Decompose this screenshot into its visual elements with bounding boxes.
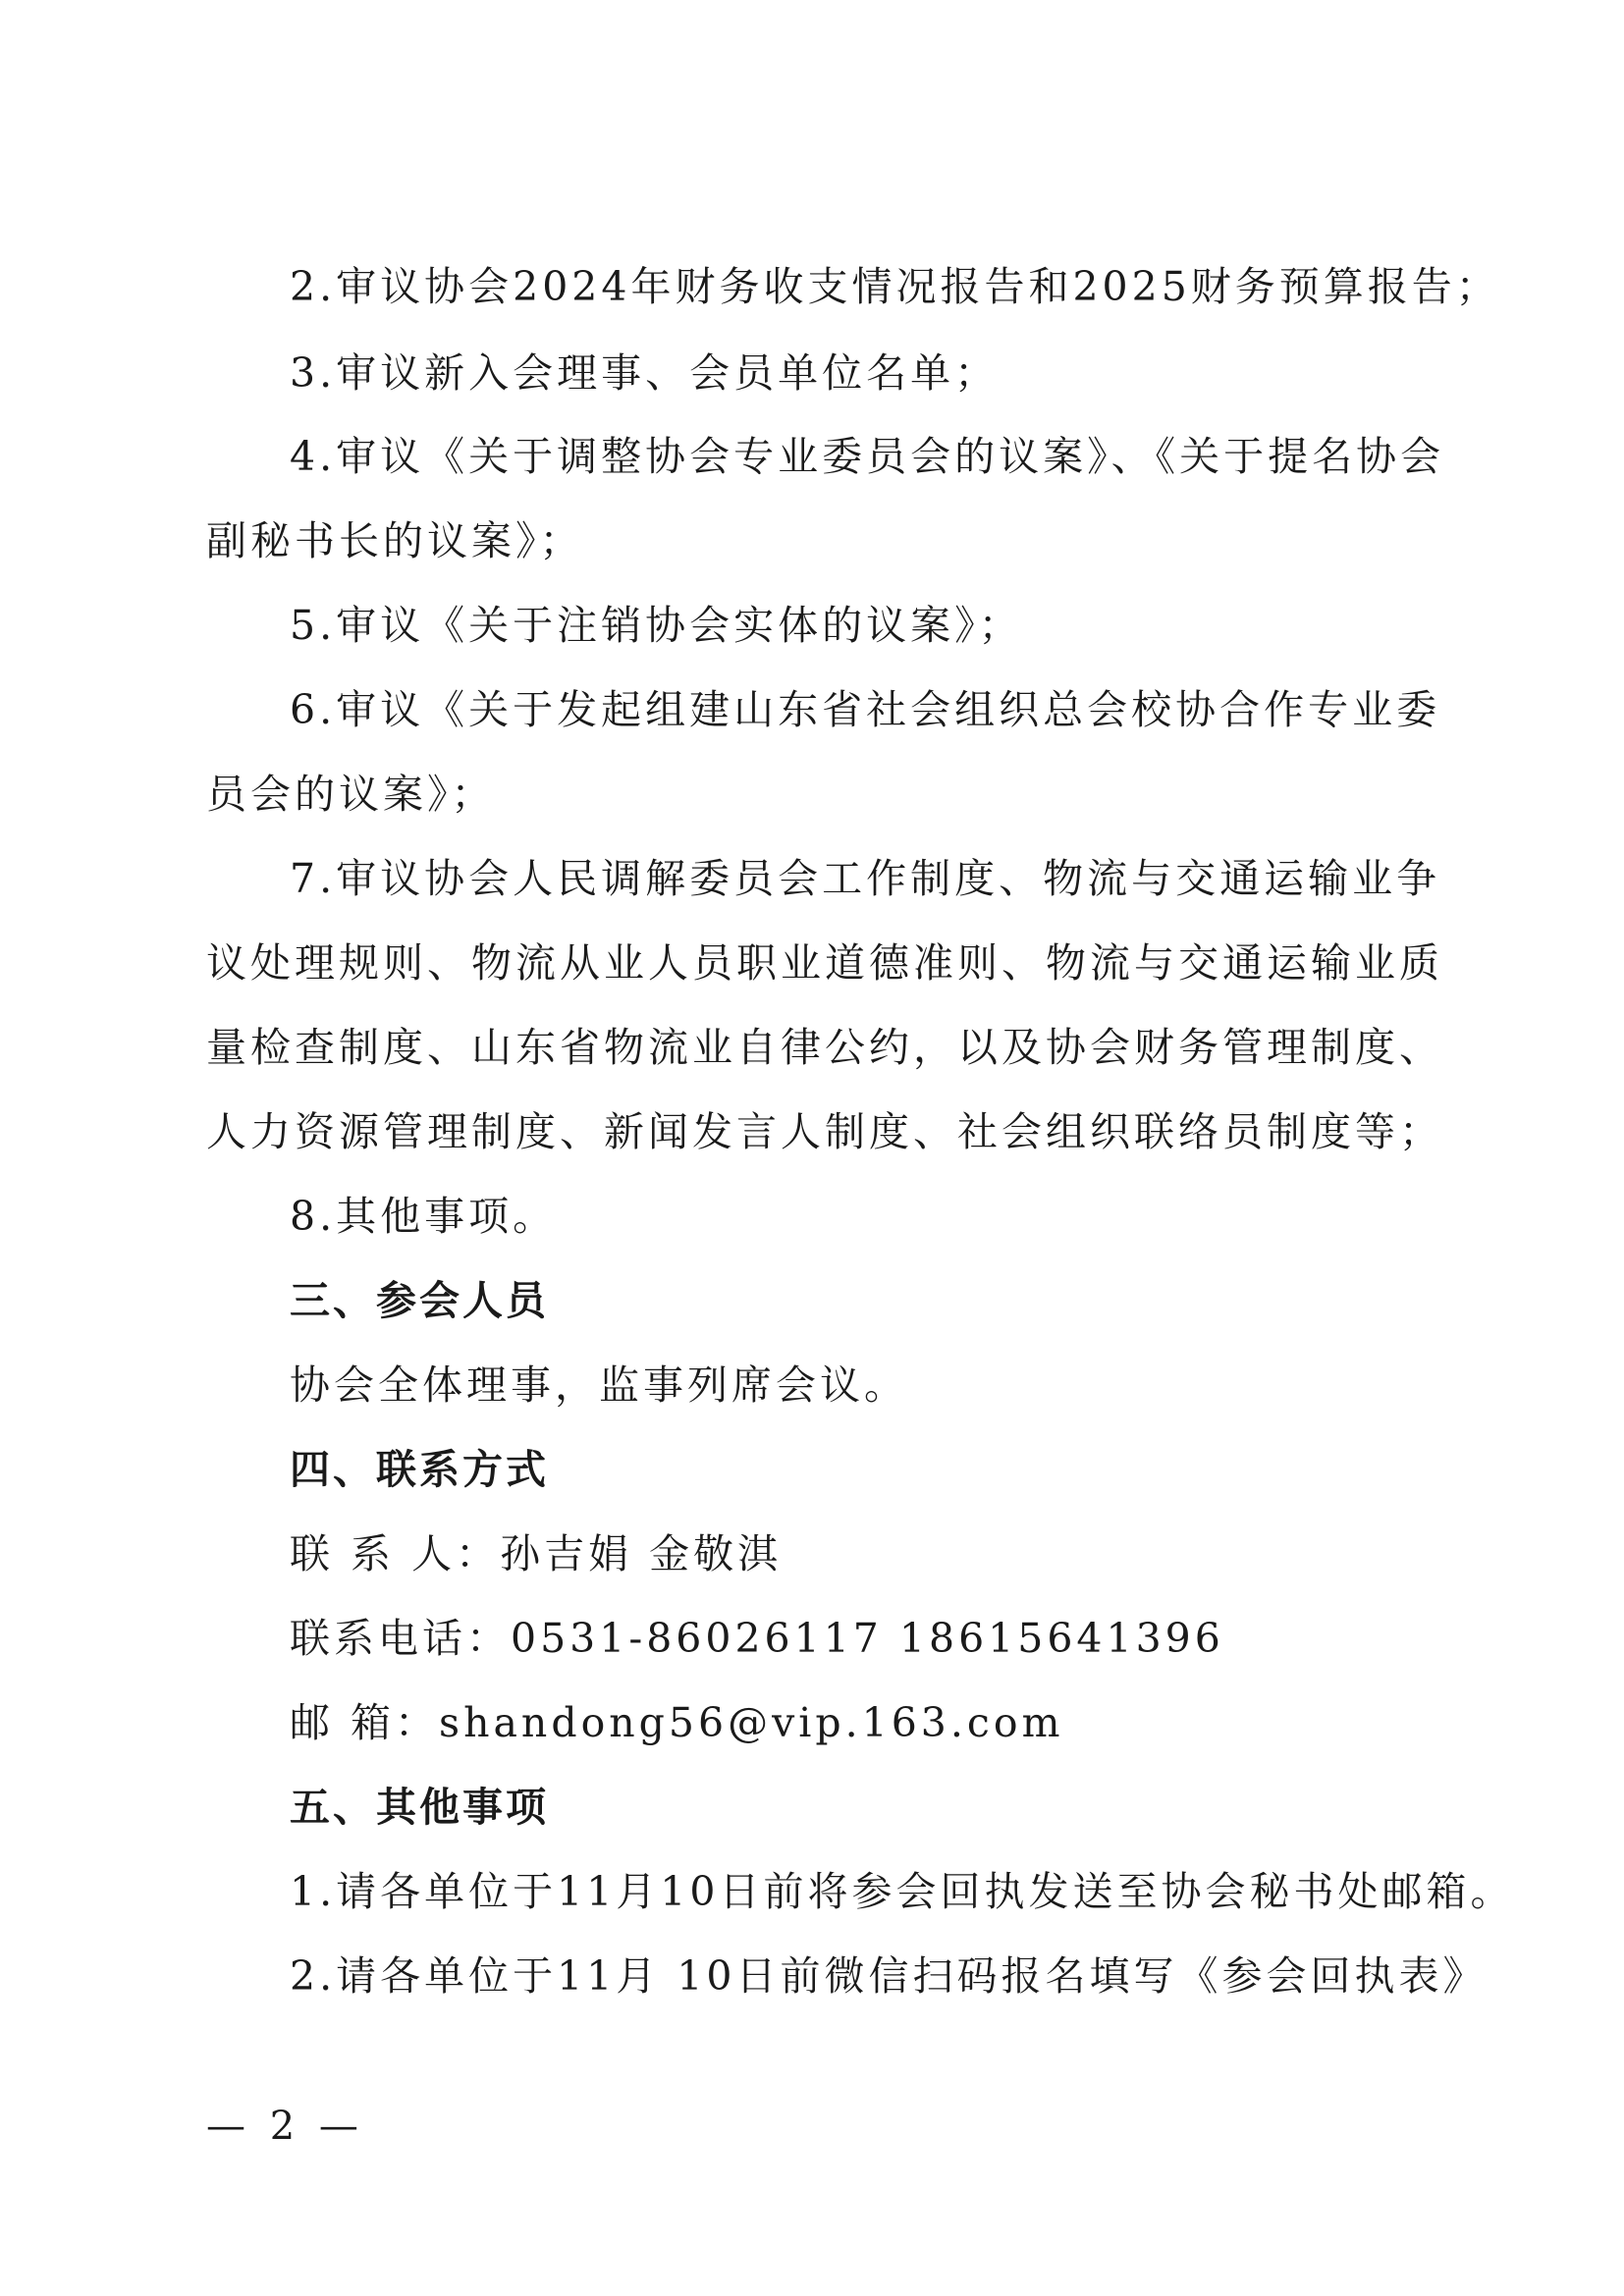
agenda-item-4-cont: 副秘书长的议案》； — [206, 517, 584, 564]
agenda-item-7-cont-1: 议处理规则、物流从业人员职业道德准则、物流与交通运输业质 — [206, 939, 1443, 987]
attendees-text: 协会全体理事，监事列席会议。 — [290, 1362, 908, 1409]
other-item-2: 2.请各单位于11月 10日前微信扫码报名填写《参会回执表》 — [290, 1952, 1488, 2000]
page-number: — 2 — — [206, 2104, 364, 2149]
agenda-item-2: 2.审议协会2024年财务收支情况报告和2025财务预算报告； — [290, 263, 1500, 310]
agenda-item-7-cont-2: 量检查制度、山东省物流业自律公约，以及协会财务管理制度、 — [206, 1024, 1443, 1071]
agenda-item-7-cont-3: 人力资源管理制度、新闻发言人制度、社会组织联络员制度等； — [206, 1108, 1443, 1155]
section-heading-contact: 四、联系方式 — [290, 1446, 549, 1493]
section-heading-other: 五、其他事项 — [290, 1784, 549, 1831]
contact-person: 联 系 人：孙吉娟 金敬淇 — [290, 1530, 783, 1577]
agenda-item-5: 5.审议《关于注销协会实体的议案》； — [290, 602, 1023, 649]
section-heading-attendees: 三、参会人员 — [290, 1277, 549, 1324]
agenda-item-6-cont: 员会的议案》； — [206, 771, 496, 818]
agenda-item-4: 4.审议《关于调整协会专业委员会的议案》、《关于提名协会 — [290, 433, 1445, 480]
contact-phone: 联系电话：0531-86026117 18615641396 — [290, 1615, 1224, 1662]
agenda-item-3: 3.审议新入会理事、会员单位名单； — [290, 349, 1000, 397]
agenda-item-6: 6.审议《关于发起组建山东省社会组织总会校协合作专业委 — [290, 686, 1441, 733]
agenda-item-8: 8.其他事项。 — [290, 1193, 558, 1240]
agenda-item-7: 7.审议协会人民调解委员会工作制度、物流与交通运输业争 — [290, 855, 1441, 902]
contact-email: 邮 箱：shandong56@vip.163.com — [290, 1699, 1064, 1746]
other-item-1: 1.请各单位于11月10日前将参会回执发送至协会秘书处邮箱。 — [290, 1868, 1515, 1915]
